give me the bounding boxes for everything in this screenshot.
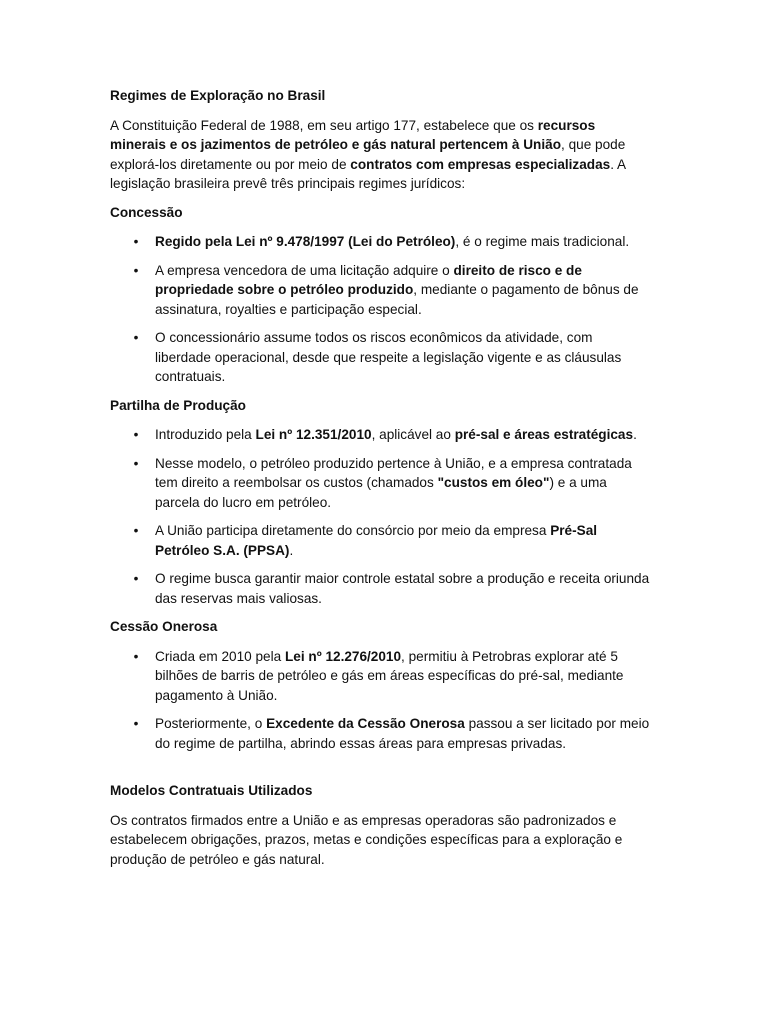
text-run: Criada em 2010 pela	[155, 648, 285, 664]
section-heading-cessao: Cessão Onerosa	[110, 619, 218, 634]
bold-text: "custos em óleo"	[437, 475, 550, 490]
list-item	[110, 714, 650, 753]
bold-text: pré-sal e áreas estratégicas	[454, 427, 634, 442]
bold-text: contratos com empresas especializadas	[350, 156, 611, 172]
bullet-icon: •	[133, 427, 139, 442]
list-item	[110, 328, 650, 387]
text-run: Nesse modelo, o petróleo produzido pertence à União, e a empresa contratada tem direito a reembolsar os custos (chamados	[155, 455, 632, 490]
text-run: Introduzido pela	[155, 427, 256, 442]
list-item	[110, 232, 650, 252]
rich-text	[155, 427, 637, 442]
rich-text	[155, 571, 649, 606]
text-run: , é o regime mais tradicional.	[455, 234, 630, 249]
list-item	[110, 425, 650, 445]
bold-text: recursos minerais e os jazimentos de petróleo e gás natural pertencem à União	[110, 117, 596, 152]
text-run: O regime busca garantir maior controle estatal sobre a produção e receita oriunda das reservas mais valiosas.	[155, 571, 650, 606]
rich-text	[155, 523, 597, 558]
list-item	[110, 569, 650, 608]
rich-text	[155, 456, 632, 510]
rich-text	[155, 330, 621, 384]
partilha-list	[110, 425, 650, 608]
text-run: , permitiu à Petrobras explorar até 5 bilhões de barris de petróleo e gás em áreas específicas do pré-sal, mediante pagamento à União.	[155, 648, 624, 703]
bullet-icon: •	[133, 262, 139, 278]
list-item	[110, 647, 650, 706]
bullet-icon: •	[133, 716, 139, 731]
list-item	[110, 454, 650, 513]
list-item	[110, 261, 650, 320]
bullet-icon: •	[133, 648, 139, 664]
rich-text	[155, 263, 639, 317]
cessao-list	[110, 647, 650, 754]
models-paragraph: Os contratos firmados entre a União e as empresas operadoras são padronizados e estabelecem obrigações, prazos, metas e condições específicas para a exploração e produção de petróleo e gás natural.	[110, 812, 623, 867]
text-run: A União participa diretamente do consórcio por meio da empresa	[155, 523, 551, 538]
bullet-icon: •	[133, 523, 139, 538]
text-run: A empresa vencedora de uma licitação adquire o	[155, 262, 454, 278]
bullet-icon: •	[133, 571, 139, 586]
bold-text: Pré-Sal Petróleo S.A. (PPSA)	[155, 523, 598, 558]
rich-text	[155, 649, 624, 703]
text-run: ) e a uma parcela do lucro em petróleo.	[155, 475, 607, 510]
text-run: passou a ser licitado por meio do regime de partilha, abrindo essas áreas para empresas privadas.	[155, 716, 650, 751]
text-run: , que pode explorá-los diretamente ou por meio de	[110, 137, 626, 172]
list-item	[110, 521, 650, 560]
models-heading: Modelos Contratuais Utilizados	[110, 783, 313, 798]
bullet-icon: •	[133, 234, 139, 249]
bold-text: Lei nº 12.276/2010	[284, 648, 402, 664]
concessao-list	[110, 232, 650, 387]
text-run: Posteriormente, o	[155, 716, 267, 731]
bold-text: Lei nº 12.351/2010	[255, 427, 372, 442]
section-heading-partilha: Partilha de Produção	[110, 397, 246, 413]
rich-text	[155, 716, 649, 751]
section-heading-concessao: Concessão	[110, 204, 183, 220]
text-run: . A legislação brasileira prevê três principais regimes jurídicos:	[110, 156, 626, 191]
bold-text: Regido pela Lei nº 9.478/1997 (Lei do Petróleo)	[155, 234, 456, 249]
text-run: , mediante o pagamento de bônus de assinatura, royalties e participação especial.	[155, 282, 639, 317]
bold-text: direito de risco e de propriedade sobre o petróleo produzido	[155, 262, 582, 297]
text-run: .	[289, 542, 294, 558]
bullet-icon: •	[133, 455, 139, 471]
bold-text: Excedente da Cessão Onerosa	[266, 716, 465, 731]
document-content	[110, 86, 650, 869]
text-run: .	[633, 427, 637, 442]
intro-paragraph	[110, 116, 650, 194]
text-run: A Constituição Federal de 1988, em seu artigo 177, estabelece que os	[110, 117, 538, 133]
rich-text	[155, 234, 629, 249]
text-run: O concessionário assume todos os riscos econômicos da atividade, com liberdade operacional, desde que respeite a legislação vigente e as cláusulas contratuais.	[155, 330, 622, 384]
bullet-icon: •	[133, 330, 139, 345]
text-run: , aplicável ao	[371, 427, 455, 442]
document-title: Regimes de Exploração no Brasil	[110, 88, 326, 103]
